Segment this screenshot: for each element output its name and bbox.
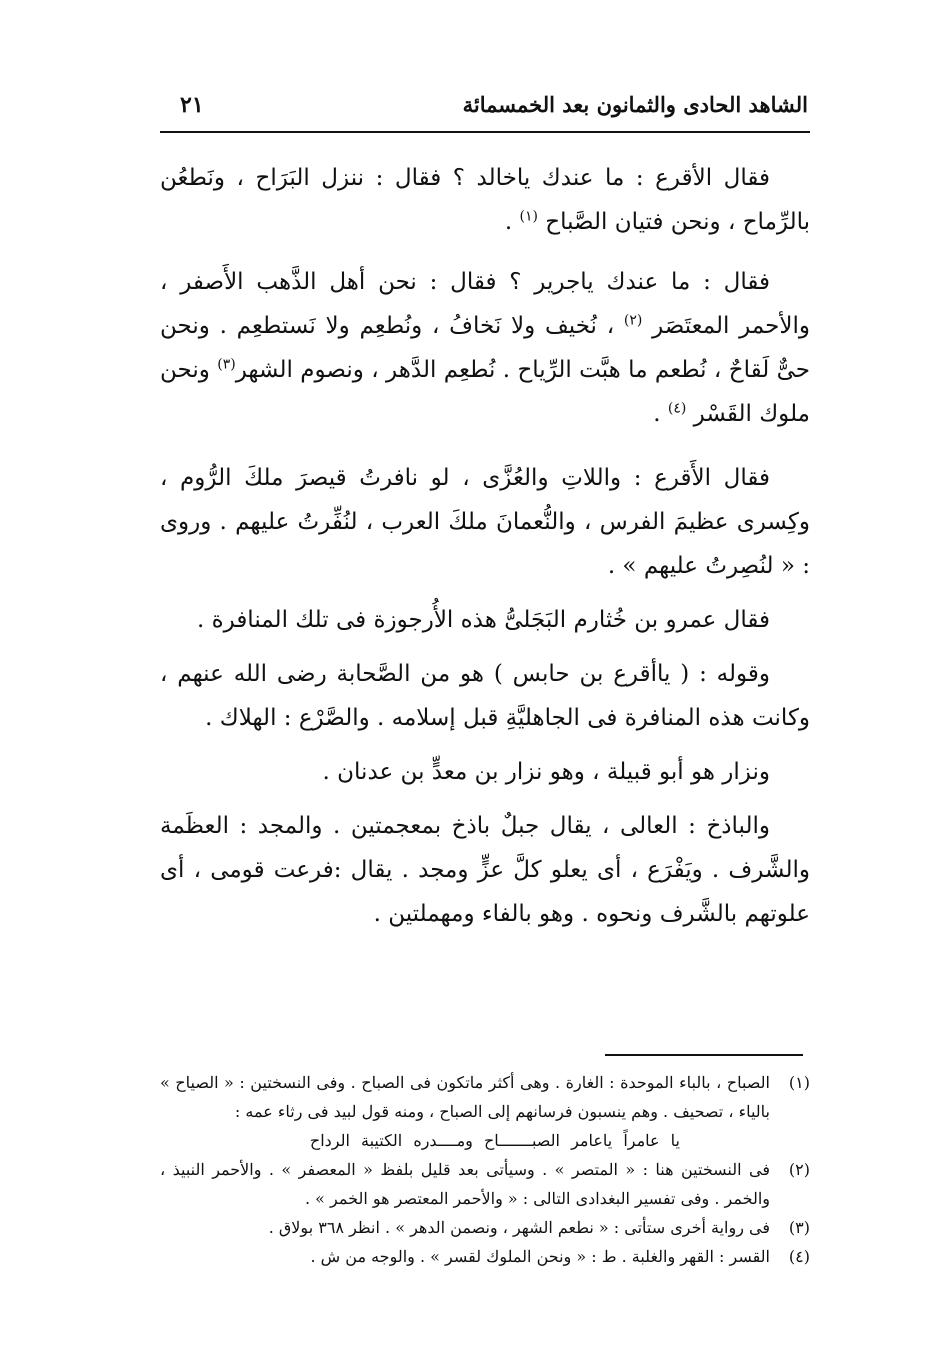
footnote-1-number: (١) <box>788 1073 810 1092</box>
footnote-ref-4: (٤) <box>667 400 687 417</box>
paragraph-2-text-c: ونحن ملوك القَسْر <box>160 357 810 427</box>
running-header <box>168 88 808 128</box>
footnote-ref-1: (١) <box>519 208 538 225</box>
paragraph-2: فقال : ما عندك ياجرير ؟ فقال : نحن أهل الذَّهب الأَصفر ، والأحمر المعتَصَر $^{(٢)}$ ، نُخيف ولا نَخافُ ، ونُطعِم ولا نَستطعِم . ونحن حىٌّ لَقاحٌ ، نُطعم ما هبَّت الرِّياح . نُطعِم الدَّهر ، ونصوم الشهر$^{(٣)}$ ونحن ملوك القَسْر $^{(٤)}$ . <box>160 269 811 427</box>
main-text <box>160 156 810 952</box>
footnote-2-number: (٢) <box>788 1160 810 1179</box>
footnote-4-text: القسر : القهر والغلبة . ط : « ونحن الملوك لقسر » . والوجه من ش . <box>310 1247 770 1266</box>
footnote-2-text: فى النسختين هنا : « المتصر » . وسيأتى بعد قليل بلفظ « المعصفر » . والأحمر النبيذ ، والخمر . وفى تفسير البغدادى التالى : « والأحمر المعتصر هو الخمر » . <box>160 1160 770 1208</box>
paragraph-2-text-a: فقال : ما عندك ياجرير ؟ فقال : نحن أهل الذَّهب الأَصفر ، والأحمر المعتَصَر <box>160 269 811 339</box>
footnote-1 <box>160 1068 810 1126</box>
paragraph-4: فقال عمرو بن خُثارم البَجَلىُّ هذه الأُرجوزة فى تلك المنافرة . <box>196 607 770 633</box>
footnote-4 <box>160 1242 810 1271</box>
chapter-title: الشاهد الحادى والثمانون بعد الخمسمائة <box>462 92 808 117</box>
paragraph-2-text-b: ، نُخيف ولا نَخافُ ، ونُطعِم ولا نَستطعِم . ونحن حىٌّ لَقاحٌ ، نُطعم ما هبَّت الرِّياح . نُطعِم الدَّهر ، ونصوم الشهر <box>160 313 810 383</box>
footnote-3-text: فى رواية أخرى ستأتى : « نطعم الشهر ، ونصمن الدهر » . انظر ٣٦٨ بولاق . <box>268 1218 770 1237</box>
footnote-ref-2: (٢) <box>623 312 643 329</box>
footnote-3 <box>160 1213 810 1242</box>
footnote-3-number: (٣) <box>788 1218 810 1237</box>
paragraph-5: وقوله : ( ياأقرع بن حابس ) هو من الصَّحابة رضى الله عنهم ، وكانت هذه المنافرة فى الجاهليَّةِ قبل إسلامه . والصَّرْع : الهلاك . <box>160 661 810 731</box>
footnote-ref-3: (٣) <box>217 356 236 373</box>
footnotes <box>160 1068 810 1271</box>
footnote-separator <box>605 1054 803 1056</box>
footnote-1-text: الصباح ، بالباء الموحدة : الغارة . وهى أكثر ماتكون فى الصباح . وفى النسختين : « الصياح » بالياء ، تصحيف . وهم ينسبون فرسانهم إلى الصباح ، ومنه قول لبيد فى رثاء عمه : <box>160 1073 770 1121</box>
paragraph-1: فقال الأقرع : ما عندك ياخالد ؟ فقال : ننزل البَرَاح ، ونَطعُن بالرِّماح ، ونحن فتيان الصَّباح $^{(١)}$ . <box>160 165 810 235</box>
footnote-1-verse: يا عامراً ياعامر الصبـــــــاح ومــــدره الكتيبة الرداح <box>309 1131 680 1150</box>
footnote-2 <box>160 1155 810 1213</box>
footnote-4-number: (٤) <box>788 1247 810 1266</box>
header-rule <box>160 131 810 133</box>
paragraph-7: والباذخ : العالى ، يقال جبلٌ باذخ بمعجمتين . والمجد : العظَمة والشَّرف . ويَفْرَع ، أى يعلو كلَّ عزٍّ ومجد . يقال :فرعت قومى ، أى علوتهم بالشَّرف ونحوه . وهو بالفاء ومهملتين . <box>160 813 810 927</box>
paragraph-3: فقال الأَقرع : واللاتِ والعُزَّى ، لو نافرتُ قيصرَ ملكَ الرُّوم ، وكِسرى عظيمَ الفرس ، والنُّعمانَ ملكَ العرب ، لنُفِّرتُ عليهم . وروى : « لنُصِرتُ عليهم » . <box>160 465 810 579</box>
paragraph-6: ونزار هو أبو قبيلة ، وهو نزار بن معدٍّ بن عدنان . <box>322 759 770 785</box>
paragraph-1-text: فقال الأقرع : ما عندك ياخالد ؟ فقال : ننزل البَرَاح ، ونَطعُن بالرِّماح ، ونحن فتيان الصَّباح <box>160 165 810 235</box>
page-number: ٢١ <box>180 92 204 118</box>
